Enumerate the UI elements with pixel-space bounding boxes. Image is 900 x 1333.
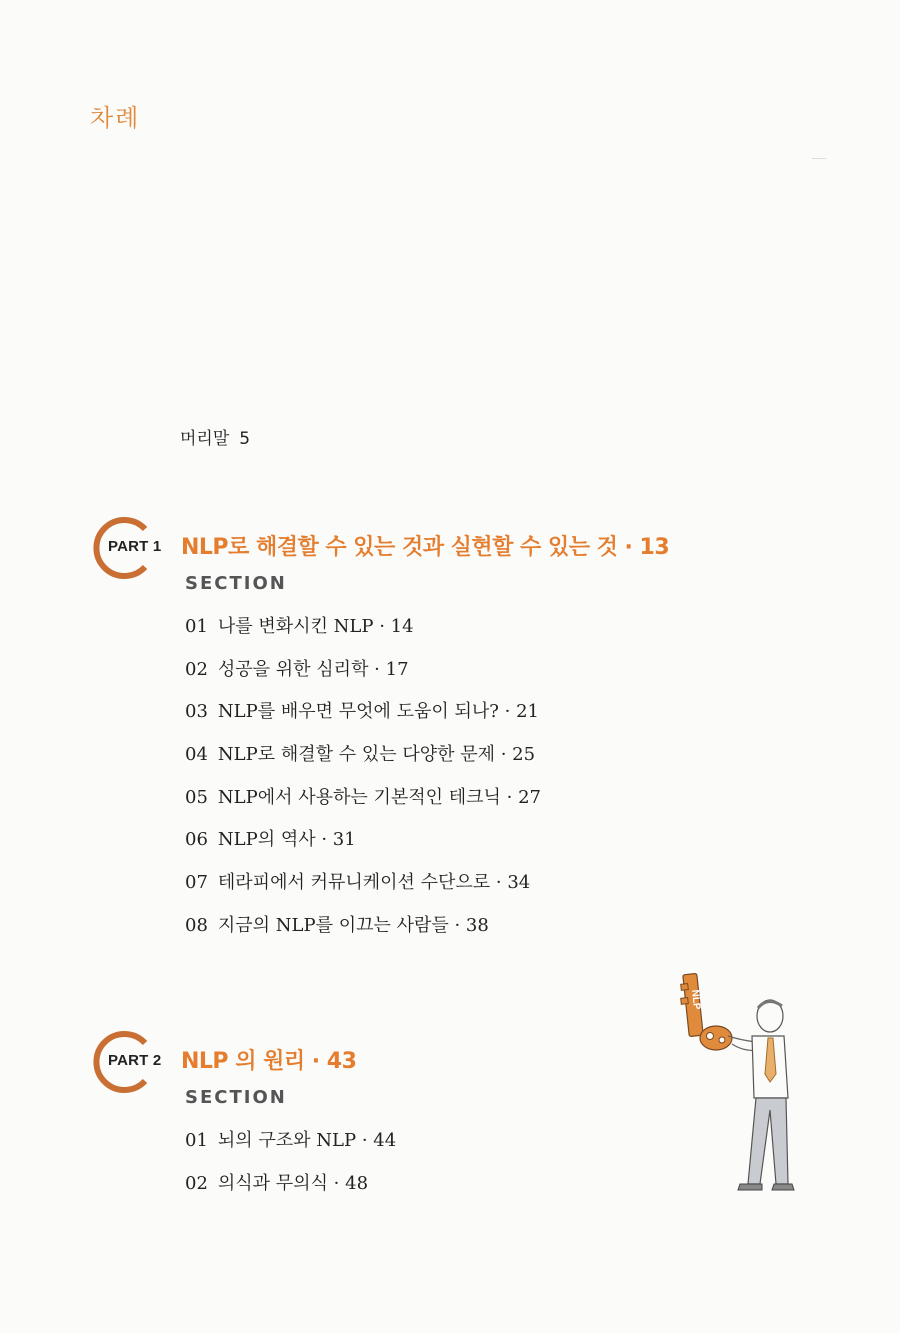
part-2-section-label: SECTION [185, 1087, 287, 1108]
part-2-title[interactable]: NLP 의 원리 · 43 [181, 1049, 357, 1074]
toc-item[interactable] [185, 699, 541, 742]
toc-item-number: 01 [185, 1130, 208, 1151]
toc-item-text: 지금의 NLP를 이끄는 사람들 · 38 [217, 914, 489, 936]
toc-item-number: 02 [185, 658, 208, 680]
part-1-section-label: SECTION [185, 573, 287, 594]
toc-item-number: 04 [185, 744, 208, 766]
part-1-item-list [185, 614, 541, 956]
toc-item-number: 02 [185, 1172, 208, 1194]
preface-page: 5 [239, 429, 251, 449]
part-1 [0, 516, 900, 956]
toc-item-number: 07 [185, 872, 208, 894]
part-1-label: PART 1 [108, 538, 162, 555]
key-icon [681, 973, 732, 1050]
toc-item[interactable] [185, 870, 541, 913]
toc-item[interactable] [185, 657, 541, 700]
part-1-title[interactable]: NLP로 해결할 수 있는 것과 실현할 수 있는 것 · 13 [181, 535, 670, 560]
toc-item[interactable] [185, 913, 541, 956]
toc-item-text: 뇌의 구조와 NLP · 44 [217, 1130, 397, 1151]
toc-item-number: 05 [185, 786, 208, 808]
toc-item[interactable] [185, 1128, 396, 1171]
toc-item[interactable] [185, 785, 541, 828]
toc-item-number: 06 [185, 829, 208, 851]
toc-item-text: 나를 변화시킨 NLP · 14 [217, 616, 414, 637]
toc-item-number: 03 [185, 701, 208, 723]
toc-item-text: NLP에서 사용하는 기본적인 테크닉 · 27 [217, 786, 541, 808]
preface-entry[interactable] [180, 424, 250, 449]
part-2-item-list [185, 1128, 396, 1213]
toc-item-text: NLP로 해결할 수 있는 다양한 문제 · 25 [217, 744, 536, 766]
toc-item[interactable] [185, 614, 541, 657]
toc-item-number: 08 [185, 914, 208, 936]
toc-item-text: 의식과 무의식 · 48 [217, 1172, 369, 1194]
toc-item-text: 테라피에서 커뮤니케이션 수단으로 · 34 [217, 872, 531, 894]
page-speck [812, 158, 826, 159]
man-holding-key-illustration [680, 970, 800, 1200]
toc-item-text: NLP의 역사 · 31 [217, 829, 356, 851]
toc-item-text: 성공을 위한 심리학 · 17 [217, 658, 409, 680]
toc-item[interactable] [185, 827, 541, 870]
part-2-label: PART 2 [108, 1052, 162, 1069]
toc-item-number: 01 [185, 616, 208, 637]
page-title: 차례 [90, 104, 141, 132]
preface-label: 머리말 [180, 429, 230, 449]
toc-item[interactable] [185, 742, 541, 785]
key-label: NLP [688, 989, 703, 1011]
toc-item[interactable] [185, 1171, 396, 1214]
toc-item-text: NLP를 배우면 무엇에 도움이 되나? · 21 [217, 701, 539, 723]
